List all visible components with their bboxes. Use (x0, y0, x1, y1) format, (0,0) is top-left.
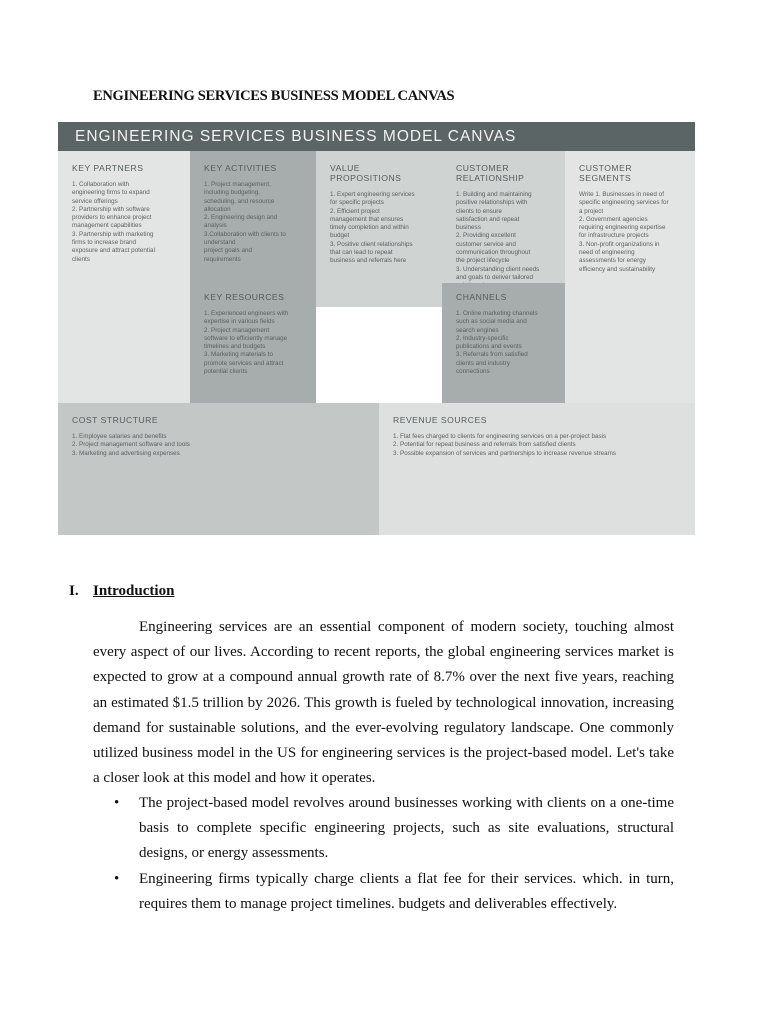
canvas-list-item: 2. Government agencies (579, 215, 648, 223)
canvas-list-item: project goals and (204, 247, 252, 255)
canvas-list-item: 1. Project management, (204, 181, 271, 188)
canvas-list-item: 2. Potential for repeat business and referrals from satisfied clients (393, 441, 576, 449)
canvas-list-item: 2. Partnership with software (72, 205, 150, 213)
canvas-list-item: management that ensures (330, 215, 404, 223)
canvas-list-item: understand (204, 239, 236, 247)
canvas-list-item: 3. Positive client relationships (330, 240, 413, 248)
bullet-marker: • (114, 870, 120, 887)
cost-structure-list (72, 433, 369, 458)
key-activities-list (204, 181, 306, 264)
canvas-list-item: software to efficiently manage (204, 334, 288, 342)
canvas-list-item: satisfaction and repeat (456, 215, 520, 223)
customer-relationship-title-line1: CUSTOMER (456, 163, 510, 173)
channels-list (456, 310, 555, 376)
canvas-list-item: management capabilities (72, 222, 142, 230)
canvas-list-item: 2. Project management software and tools (72, 441, 190, 449)
canvas-list-item: 1. Experienced engineers with (204, 310, 289, 317)
intro-paragraph: Engineering services are an essential component of modern society, touching almost every aspect of our lives. According to recent reports, the global engineering services market is expected to grow at a compound annual growth rate of 8.7% over the next five years, reaching an estimated $1.5 trillion by 2026. This growth is fueled by technological innovation, increasing demand for sustainable solutions, and the ever-evolving regulatory landscape. One commonly utilized business model in the US for engineering services is the project-based model. Let's take a closer look at this model and how it operates. (93, 619, 674, 787)
cost-structure-block (58, 403, 379, 535)
canvas-list-item: clients and industry (456, 359, 510, 367)
canvas-list-item: need of engineering (579, 249, 635, 257)
customer-relationship-title (456, 163, 555, 183)
key-activities-title: KEY ACTIVITIES (204, 163, 277, 173)
canvas-list-item: 1. Expert engineering services (330, 191, 415, 198)
canvas-list-item: requirements (204, 255, 241, 263)
customer-relationship-title-line2: RELATIONSHIP (456, 173, 525, 183)
revenue-sources-title: REVENUE SOURCES (393, 415, 487, 425)
canvas-list-item: 1. Flat fees charged to clients for engineering services on a per-project basis (393, 433, 607, 440)
key-activities-block (190, 151, 316, 283)
canvas-list-item: engineering firms to expand (72, 189, 150, 197)
canvas-list-item: publications and events (456, 343, 522, 351)
canvas-list-item: 1. Employee salaries and benefits (72, 433, 167, 440)
canvas-list-item: analysis (204, 222, 227, 230)
revenue-sources-list (393, 433, 685, 458)
canvas-list-item: 3. Non-profit organizations in (579, 240, 660, 248)
revenue-sources-block (379, 403, 695, 535)
canvas-list-item: 3. Marketing and advertising expenses (72, 449, 180, 457)
canvas-list-item: customer service and (456, 240, 516, 248)
canvas-list-item: service offerings (72, 197, 118, 205)
intro-bullet-list (93, 791, 674, 917)
canvas-list-item: firms to increase brand (72, 239, 137, 247)
canvas-list-item: including budgeting, (204, 189, 261, 197)
bullet-text: Engineering firms typically charge clients a flat fee for their services. which. in turn, requires them to manage project timelines. budgets and deliverables effectively. (139, 870, 674, 912)
key-resources-title: KEY RESOURCES (204, 292, 285, 302)
canvas-list-item: scheduling, and resource (204, 197, 275, 205)
bullet-marker: • (114, 795, 120, 811)
document-title: ENGINEERING SERVICES BUSINESS MODEL CANVAS (93, 88, 455, 104)
canvas-list-item: requiring engineering expertise (579, 224, 666, 232)
canvas-list-item: 3. Understanding client needs (456, 265, 540, 273)
bullet-item (93, 867, 674, 917)
value-propositions-list (330, 191, 432, 266)
value-propositions-blank (316, 307, 442, 403)
canvas-list-item: 3.Collaboration with clients to (204, 230, 286, 238)
canvas-header: ENGINEERING SERVICES BUSINESS MODEL CANVAS (58, 122, 695, 151)
canvas-list-item: 3. Possible expansion of services and partnerships to increase revenue streams (393, 449, 616, 457)
canvas-list-item: 1. Collaboration with (72, 181, 130, 188)
section-title: Introduction (93, 583, 175, 599)
canvas-list-item: clients (72, 255, 90, 263)
customer-segments-block (565, 151, 695, 403)
canvas-list-item: search engines (456, 326, 499, 334)
canvas-list-item: exposure and attract potential (72, 247, 155, 255)
cost-structure-title: COST STRUCTURE (72, 415, 159, 425)
canvas-list-item: that can lead to repeat (330, 249, 393, 257)
canvas-list-item: business (456, 224, 481, 232)
canvas-list-item: 2. Project management (204, 326, 270, 334)
canvas-list-item: efficiency and sustainability (579, 265, 656, 273)
canvas-list-item: budget (330, 232, 350, 240)
section-number: I. (69, 583, 79, 599)
canvas-list-item: 1. Online marketing channels (456, 310, 538, 317)
key-partners-list (72, 181, 180, 264)
canvas-list-item: communication throughout (456, 249, 531, 257)
canvas-list-item: promote services and attract (204, 359, 284, 367)
canvas-list-item: 2. Industry-specific (456, 334, 509, 342)
canvas-list-item: and goals to deliver tailored (456, 273, 534, 281)
canvas-list-item: potential clients (204, 368, 248, 376)
canvas-list-item: 3. Marketing materials to (204, 351, 273, 359)
canvas-list-item: providers to enhance project (72, 214, 152, 222)
canvas-list-item: 2. Engineering design and (204, 214, 278, 222)
canvas-list-item: timely completion and within (330, 224, 409, 232)
canvas-list-item: positive relationships with (456, 199, 528, 207)
canvas-list-item: 3. Partnership with marketing (72, 230, 154, 238)
value-propositions-title: VALUE PROPOSITIONS (330, 163, 402, 183)
canvas-list-item: connections (456, 368, 490, 376)
channels-block (442, 283, 565, 403)
canvas-list-item: business and referrals here (330, 257, 407, 265)
canvas-list-item: for specific projects (330, 199, 384, 207)
canvas-list-item: specific engineering services for (579, 199, 669, 207)
customer-segments-list (579, 191, 685, 274)
canvas-list-item: 1. Building and maintaining (456, 191, 532, 198)
canvas-list-item: Write 1. Businesses in need of (579, 191, 664, 198)
value-propositions-block (316, 151, 442, 307)
canvas-list-item: the project lifecycle (456, 257, 510, 265)
canvas-list-item: clients to ensure (456, 207, 502, 215)
canvas-list-item: assessments for energy (579, 257, 646, 265)
key-partners-title: KEY PARTNERS (72, 163, 144, 173)
canvas-list-item: allocation (204, 205, 231, 213)
bullet-item (93, 791, 674, 867)
canvas-list-item: timelines and budgets (204, 343, 266, 351)
canvas-list-item: for infrastructure projects (579, 232, 649, 240)
customer-relationship-block (442, 151, 565, 283)
canvas-list-item: a project (579, 207, 604, 215)
business-model-canvas-figure (58, 122, 695, 535)
channels-title: CHANNELS (456, 292, 507, 302)
key-resources-list (204, 310, 306, 376)
canvas-list-item: 3. Referrals from satisfied (456, 351, 528, 359)
customer-segments-title: CUSTOMER SEGMENTS (579, 163, 633, 183)
bullet-text: The project-based model revolves around businesses working with clients on a one-time basis to complete specific engineering projects, such as site evaluations, structural designs, or energy assessments. (139, 795, 674, 862)
canvas-list-item: expertise in various fields (204, 318, 275, 326)
key-partners-block (58, 151, 190, 403)
customer-relationship-list (456, 191, 555, 291)
key-resources-block (190, 283, 316, 403)
canvas-list-item: such as social media and (456, 318, 527, 326)
canvas-list-item: 2. Efficient project (330, 207, 380, 215)
canvas-list-item: 2. Providing excellent (456, 232, 516, 240)
